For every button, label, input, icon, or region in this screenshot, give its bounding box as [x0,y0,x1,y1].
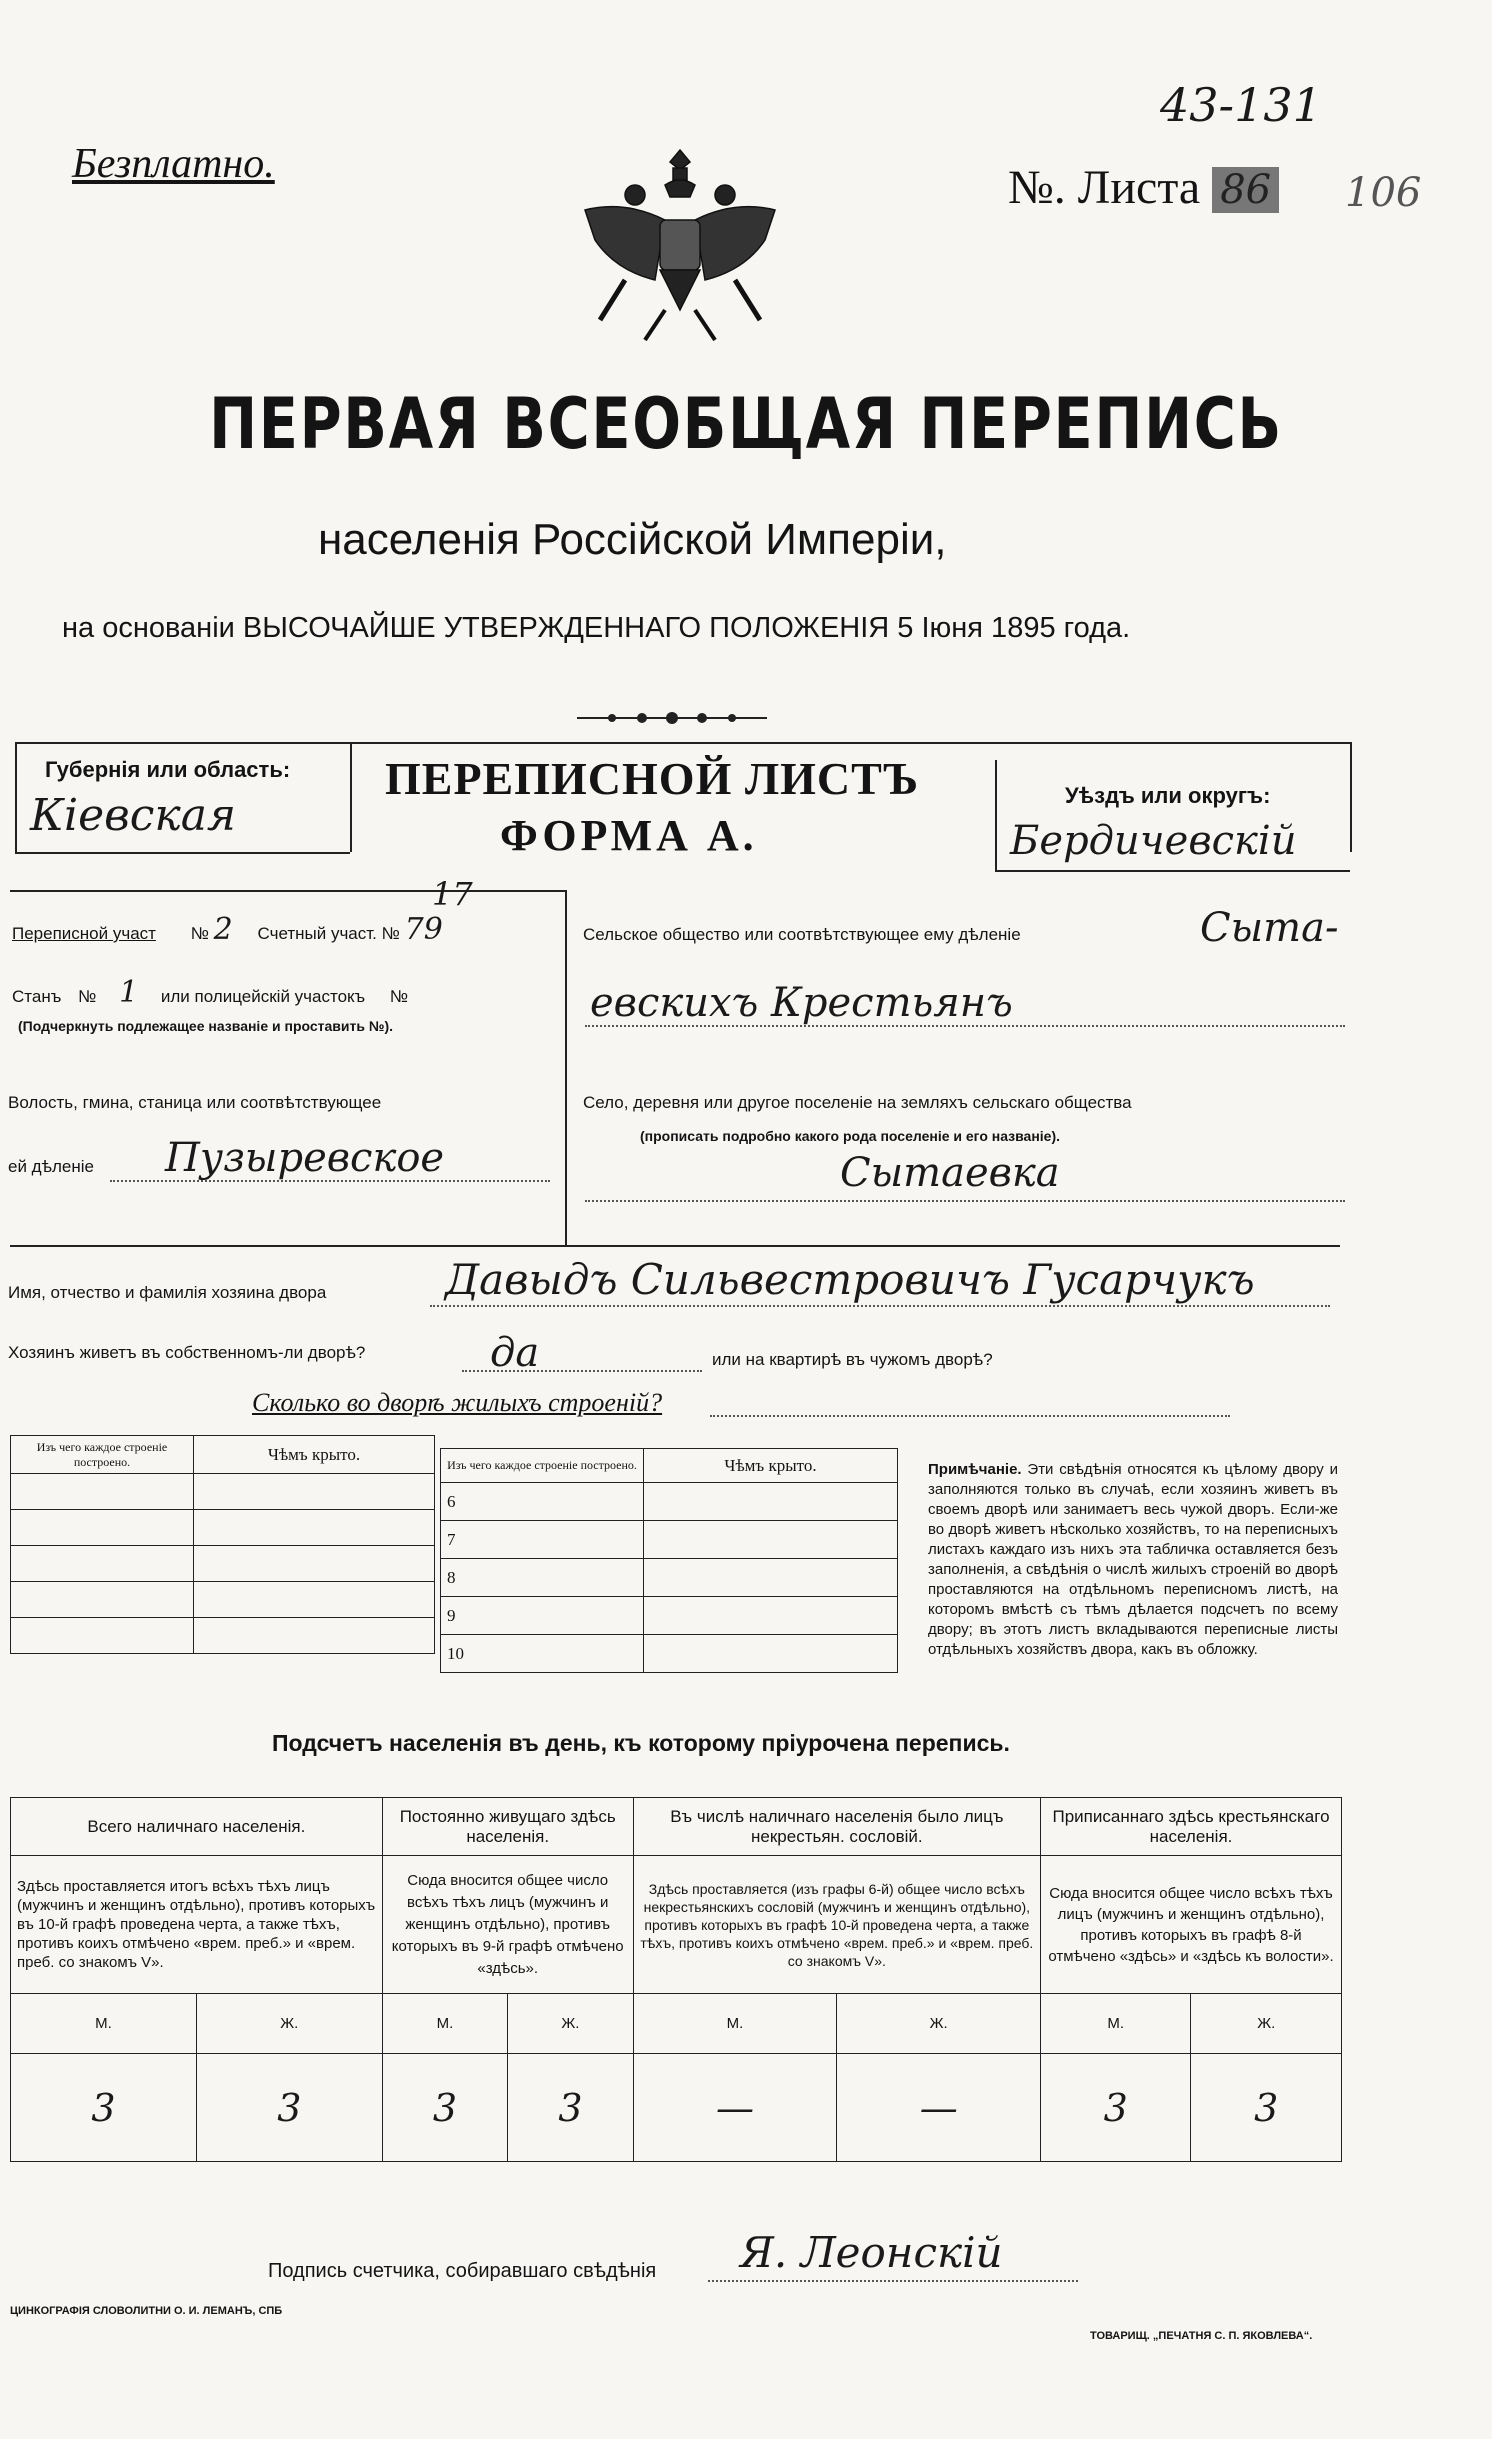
building-roof-3[interactable] [194,1546,435,1582]
owner-name-value: Давыдъ Сильвестровичъ Гусарчукъ [445,1255,1255,1304]
volost-label: Волость, гмина, станица или соотвѣтствующее [8,1093,382,1112]
pop-value-nonpeasant-f[interactable]: — [837,2054,1041,2162]
building-material-2[interactable] [11,1510,194,1546]
pop-note-total: Здѣсь проставляется итогъ всѣхъ тѣхъ лицъ (мужчинъ и женщинъ отдѣльно), противъ которыхъ въ 10-й графѣ проведена черта, а также тѣхъ, противъ коихъ отмѣчено «врем. преб.» и «врем. преб. со знакомъ V». [11,1856,383,1994]
sheet-number-text: №. Листа [1008,161,1201,214]
pop-sex-label: М. [11,1994,197,2054]
pop-value-permanent-f[interactable]: 3 [508,2054,633,2162]
building-roof-6[interactable] [644,1483,898,1521]
pop-sex-label: Ж. [508,1994,633,2054]
pop-sex-label: Ж. [837,1994,1041,2054]
imperial-eagle-icon [565,140,795,350]
society-value-1: Сыта- [1200,905,1339,951]
sheet-number-label [1008,160,1279,215]
signature-label: Подпись счетчика, собиравшаго свѣдѣнія [268,2260,657,2282]
printer-left: ЦИНКОГРАФІЯ СЛОВОЛИТНИ О. И. ЛЕМАНЪ, СПБ [10,2305,283,2317]
buildings-col-material-2: Изъ чего каждое строеніе построено. [441,1449,644,1483]
population-table [10,1797,1342,2162]
note-block [928,1460,1338,1660]
own-yard-value: да [490,1330,540,1376]
sheet-number-value: 86 [1212,167,1279,213]
building-material-1[interactable] [11,1474,194,1510]
pop-value-total-f[interactable]: 3 [196,2054,382,2162]
pop-header-total: Всего наличнаго населенія. [11,1798,383,1856]
pop-header-peasant: Приписаннаго здѣсь крестьянскаго населенія. [1041,1798,1342,1856]
village-label: Село, деревня или другое поселеніе на земляхъ сельскаго общества [583,1093,1132,1112]
village-note: (прописать подробно какого рода поселеніе и его названіе). [640,1128,1061,1144]
village-value: Сытаевка [840,1150,1060,1196]
population-title: Подсчетъ населенія въ день, къ которому пріурочена перепись. [272,1730,1010,1756]
society-label: Сельское общество или соотвѣтствующее ему дѣленіе [583,925,1021,944]
page-title: ПЕРВАЯ ВСЕОБЩАЯ ПЕРЕПИСЬ [209,383,1283,465]
stan-no-prefix: № [78,987,97,1006]
pop-sex-label: М. [633,1994,837,2054]
schetny-label: Счетный участ. [257,924,377,943]
uezd-value: Бердичевскій [1010,818,1297,864]
owner-name-label: Имя, отчество и фамилія хозяина двора [8,1283,327,1302]
page-subtitle: населенія Россійской Имперіи, [318,515,947,564]
census-basis: на основаніи ВЫСОЧАЙШЕ УТВЕРЖДЕННАГО ПОЛОЖЕНІЯ 5 Іюня 1895 года. [62,612,1131,644]
police-label: или полицейскій участокъ [160,987,366,1006]
rent-label: или на квартирѣ въ чужомъ дворѣ? [712,1350,993,1369]
pop-value-peasant-m[interactable]: 3 [1041,2054,1191,2162]
buildings-col-roof: Чѣмъ крыто. [194,1436,435,1474]
note-text: Эти свѣдѣнія относятся къ цѣлому двору и заполняются только въ случаѣ, если хозяинъ живетъ въ своемъ дворѣ или занимаетъ весь чужой дворъ. Если-же во дворѣ живетъ нѣсколько хозяйствъ, то на переписныхъ листахъ каждаго изъ нихъ эта табличка оставляется безъ заполненія, а свѣдѣнія о числѣ жилыхъ строеній во дворѣ проставляются на отдѣльномъ переписномъ листѣ, на которомъ вмѣстѣ съ тѣмъ дѣлается подсчетъ по всему двору; въ этотъ листъ вкладываются переписные листы отдѣльныхъ хозяйствъ двора, какъ въ обложку. [928,1461,1338,1658]
building-roof-1[interactable] [194,1474,435,1510]
signature-value: Я. Леонскій [740,2228,1003,2277]
form-title: ПЕРЕПИСНОЙ ЛИСТЪ [385,753,920,804]
schetny-value: 79 [404,912,443,947]
building-row-10[interactable]: 10 [441,1635,644,1673]
gubernia-label: Губернія или область: [45,757,291,782]
pop-note-peasant: Сюда вносится общее число всѣхъ тѣхъ лицъ (мужчинъ и женщинъ отдѣльно), противъ которыхъ въ графѣ 8-й отмѣчено «здѣсь» и «здѣсь къ волости». [1041,1856,1342,1994]
pop-sex-label: Ж. [1191,1994,1342,2054]
printer-right: ТОВАРИЩ. „ПЕЧАТНЯ С. П. ЯКОВЛЕВА“. [1090,2330,1313,2342]
buildings-table-left [10,1435,435,1654]
pop-header-permanent: Постоянно живущаго здѣсь населенія. [382,1798,633,1856]
archive-mark-top: 43-131 [1160,78,1322,132]
pop-header-nonpeasant: Въ числѣ наличнаго населенія было лицъ некрестьян. сословій. [633,1798,1040,1856]
stan-row [12,975,408,1010]
police-no-prefix: № [389,987,409,1006]
form-type: ФОРМА А. [500,811,758,860]
building-row-8[interactable]: 8 [441,1559,644,1597]
pop-note-permanent: Сюда вносится общее число всѣхъ тѣхъ лицъ (мужчинъ и женщинъ отдѣльно), противъ которыхъ въ 9-й графѣ отмѣчено «здѣсь». [382,1856,633,1994]
buildings-label: Сколько во дворѣ жилыхъ строеній? [252,1388,663,1417]
building-roof-7[interactable] [644,1521,898,1559]
building-roof-10[interactable] [644,1635,898,1673]
schetny-extra: 17 [432,875,473,913]
society-value-2: евскихъ Крестьянъ [590,980,1013,1026]
archive-mark-side: 106 [1345,170,1422,216]
note-title: Примѣчаніе. [928,1461,1022,1478]
stan-value: 1 [119,975,139,1010]
building-roof-2[interactable] [194,1510,435,1546]
building-material-4[interactable] [11,1582,194,1618]
uchastok-value: 2 [213,912,233,947]
building-row-9[interactable]: 9 [441,1597,644,1635]
gubernia-value: Кіевская [30,790,237,841]
pop-sex-label: М. [1041,1994,1191,2054]
building-row-7[interactable]: 7 [441,1521,644,1559]
schetny-no-prefix: № [381,924,400,943]
free-label: Безплатно. [72,141,275,187]
pop-note-nonpeasant: Здѣсь проставляется (изъ графы 6-й) общее число всѣхъ некрестьянскихъ сословій (мужчинъ и женщинъ отдѣльно), противъ которыхъ въ графѣ 10-й проведена черта, а также тѣхъ, противъ коихъ отмѣчено «врем. преб.» и «врем. преб. со знакомъ V». [633,1856,1040,1994]
uchastok-no-prefix: № [190,924,209,943]
buildings-col-roof-2: Чѣмъ крыто. [644,1449,898,1483]
building-row-6[interactable]: 6 [441,1483,644,1521]
volost-value: Пузыревское [165,1135,445,1181]
pop-value-permanent-m[interactable]: 3 [382,2054,507,2162]
volost-label-2: ей дѣленіе [8,1157,95,1176]
uchastok-label: Переписной участ [12,924,156,943]
pop-value-nonpeasant-m[interactable]: — [633,2054,837,2162]
uezd-label: Уѣздъ или округъ: [1065,783,1271,808]
building-material-5[interactable] [11,1618,194,1654]
underline-note: (Подчеркнуть подлежащее названіе и проставить №). [18,1018,394,1034]
buildings-col-material: Изъ чего каждое строеніе построено. [11,1436,194,1474]
pop-value-peasant-f[interactable]: 3 [1191,2054,1342,2162]
pop-sex-label: М. [382,1994,507,2054]
own-yard-label: Хозяинъ живетъ въ собственномъ-ли дворѣ? [8,1343,366,1362]
building-material-3[interactable] [11,1546,194,1582]
pop-sex-label: Ж. [196,1994,382,2054]
stan-label: Станъ [12,987,62,1006]
building-roof-8[interactable] [644,1559,898,1597]
building-roof-5[interactable] [194,1618,435,1654]
uchastok-row [12,912,443,947]
buildings-table-right [440,1448,898,1673]
ornament-divider-icon [572,706,772,730]
building-roof-4[interactable] [194,1582,435,1618]
building-roof-9[interactable] [644,1597,898,1635]
pop-value-total-m[interactable]: 3 [11,2054,197,2162]
